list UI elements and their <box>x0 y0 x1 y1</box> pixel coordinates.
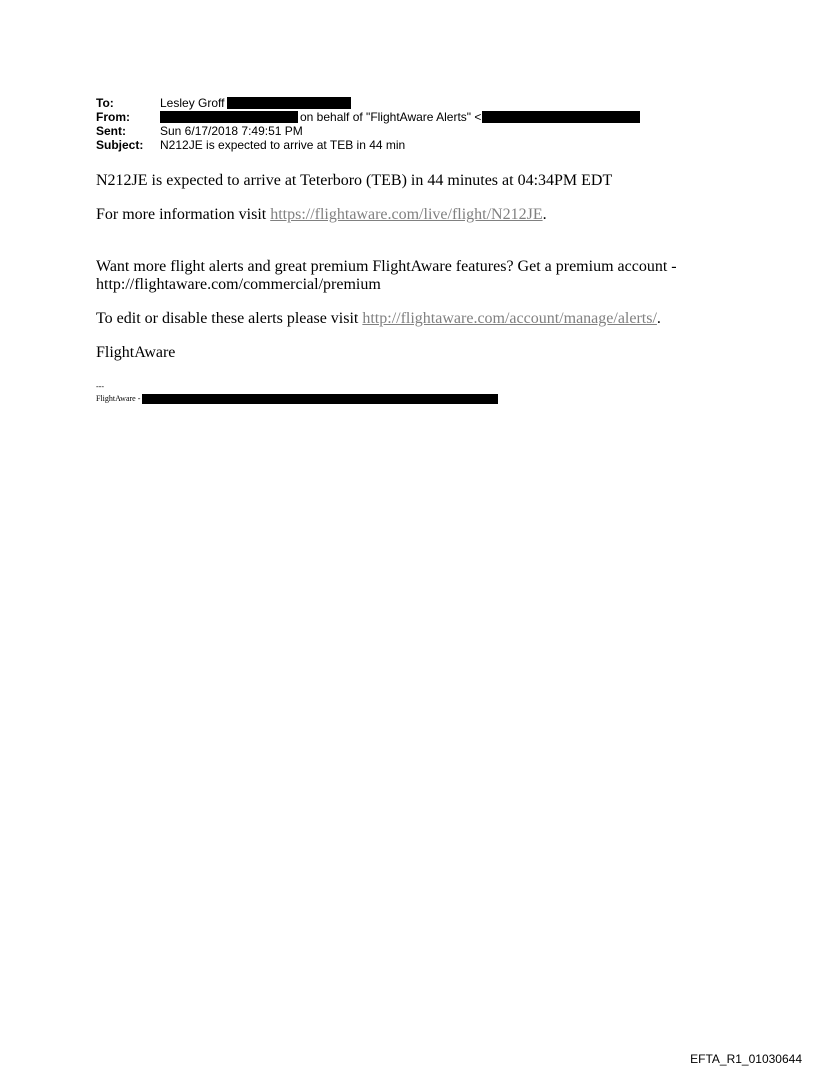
header-from <box>96 110 640 124</box>
more-info-paragraph <box>96 206 716 224</box>
more-info-suffix: . <box>542 206 547 223</box>
header-subject <box>96 138 640 152</box>
footer-text: FlightAware - <box>96 394 141 403</box>
header-sent-value: Sun 6/17/2018 7:49:51 PM <box>160 124 303 138</box>
header-sent-label: Sent: <box>96 124 126 138</box>
redaction-block <box>160 111 298 123</box>
more-info-prefix: For more information visit <box>96 206 271 223</box>
header-sent <box>96 124 640 138</box>
flight-tracking-link[interactable]: https://flightaware.com/live/flight/N212JE <box>270 206 543 223</box>
redaction-block <box>142 394 498 404</box>
signature: FlightAware <box>96 344 176 361</box>
footer-line <box>96 393 498 404</box>
redaction-block <box>227 97 351 109</box>
edit-alerts-prefix: To edit or disable these alerts please visit <box>96 310 363 327</box>
header-to-value: Lesley Groff <box>160 96 225 110</box>
manage-alerts-link[interactable]: http://flightaware.com/account/manage/alerts/ <box>362 310 657 327</box>
header-to <box>96 96 640 110</box>
arrival-message: N212JE is expected to arrive at Teterboro (TEB) in 44 minutes at 04:34PM EDT <box>96 172 613 189</box>
edit-alerts-paragraph <box>96 310 716 328</box>
document-id: EFTA_R1_01030644 <box>690 1052 802 1066</box>
email-body <box>96 172 716 362</box>
premium-promo-paragraph: Want more flight alerts and great premium FlightAware features? Get a premium account - http://flightaware.com/commercial/premium <box>96 258 677 293</box>
header-to-label: To: <box>96 96 114 110</box>
header-from-value: on behalf of "FlightAware Alerts" < <box>300 110 482 124</box>
email-headers <box>96 96 640 152</box>
header-subject-value: N212JE is expected to arrive at TEB in 44 min <box>160 138 406 152</box>
header-from-label: From: <box>96 110 130 124</box>
edit-alerts-suffix: . <box>656 310 661 327</box>
redaction-block <box>482 111 640 123</box>
header-subject-label: Subject: <box>96 138 144 152</box>
footer-separator: --- <box>96 382 104 391</box>
